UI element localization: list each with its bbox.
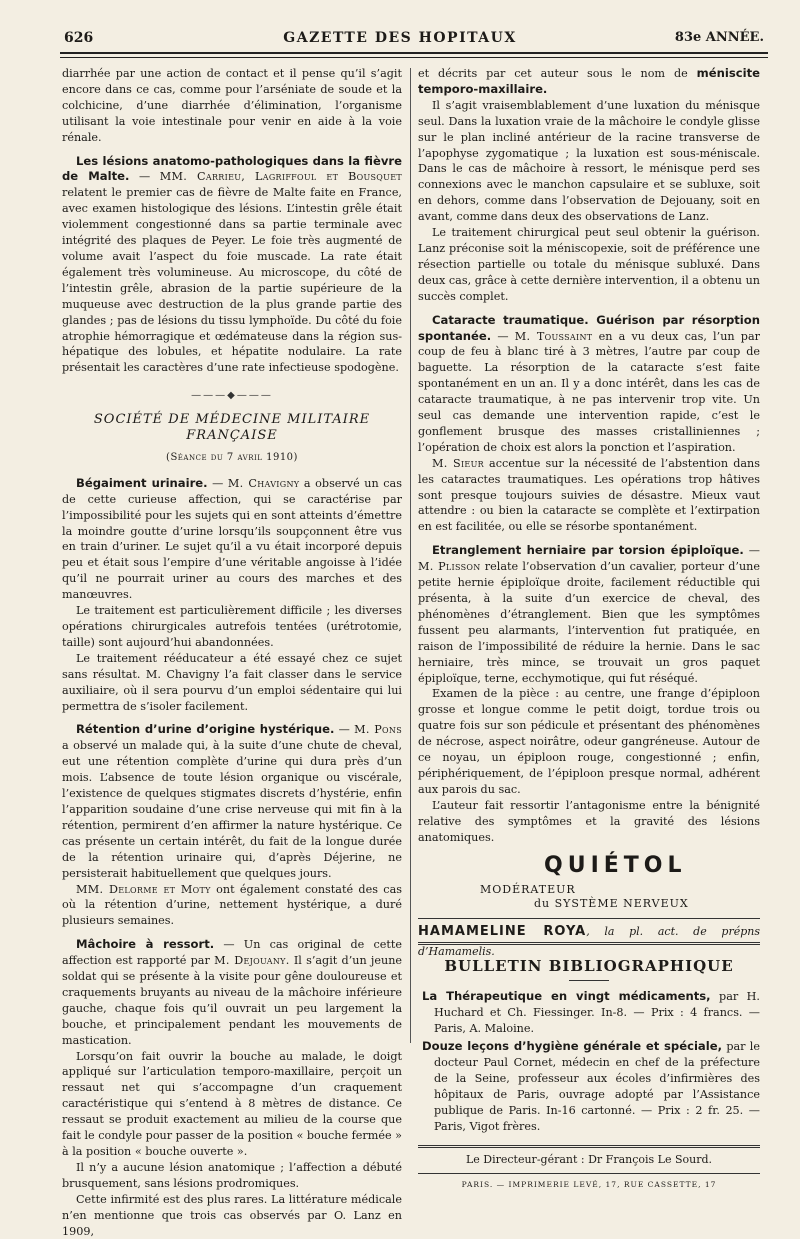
biblio-entry bbox=[418, 1039, 760, 1134]
seance-date bbox=[62, 450, 402, 466]
continuation-paragraph-3: Le traitement chirurgical peut seul obtenir la guérison. Lanz préconise soit la méniscopexie, soit de préférence une résection partielle ou totale du ménisque subluxé. Dans deux cas, grâce à cette dernière intervention, il a obtenu un succès complet. bbox=[418, 226, 760, 303]
etranglement-paragraph-3: L’auteur fait ressortir l’antagonisme entre la bénignité relative des symptômes et la gravité des lésions anatomiques. bbox=[418, 798, 760, 844]
malte-section: Les lésions anatomo-pathologiques dans la fièvre de Malte. — MM. Carrieu, Lagriffoul et Bousquet relatent le premier cas de fièvre de Malte faite en France, avec examen histologique des lésions. L’intestin grêle était violemment congestionné dans sa partie terminale avec intégrité des plaques de Peyer. Le foie très augmenté de volume avait l’aspect du foie muscade. La rate était également très volumineuse. Au microscope, du côté de l’intestin grêle, abrasion de la partie supérieure de la muqueuse avec destruction de la plus grande partie des glandes ; pas de lésions du tissu lymphoïde. Du côté du foie atrophie hémorragique et œdémateuse dans la région sus-hépatique des lobules, et hépatite nodulaire. La rate présentait les caractères d’une rate infectieuse spodogène. bbox=[62, 153, 402, 375]
biblio-entry-title: La Thérapeutique en vingt médicaments, bbox=[422, 989, 711, 1004]
right-column bbox=[418, 66, 760, 1193]
page-number: 626 bbox=[64, 30, 94, 46]
quietol-brand: QUIÉTOL bbox=[544, 852, 687, 878]
printer-line: PARIS. — IMPRIMERIE LEVÉ, 17, RUE CASSETTE, 17 bbox=[418, 1173, 760, 1193]
header-rule-thin bbox=[60, 57, 768, 58]
begaiement-text: a observé un cas de cette curieuse affection, qui se caractérise par l’impossibilité pour les sujets qui en sont atteints d’émettre la moindre goutte d’urine lorsqu’ils soupçonnent être vus en train d’uriner. Le sujet qu’il a vu était incorporé depuis peu et était sous l’empire d’une véritable angoisse à l’idée qu’il ne pourrait uriner au cours des marches et des manœuvres. bbox=[62, 476, 402, 602]
biblio-entry bbox=[418, 989, 760, 1037]
continuation-paragraph bbox=[418, 66, 760, 98]
header-rule-thick bbox=[60, 52, 768, 54]
retention-paragraph-2 bbox=[62, 882, 402, 930]
journal-year: 83e ANNÉE. bbox=[674, 30, 764, 45]
cataracte-p2-text: accentue sur la nécessité de l’abstention dans les cataractes traumatiques. Les opérations trop hâtives sont presque toujours suivies de désastre. Mieux vaut attendre : ou bien la cataracte se complète et l’extirpation en est facilitée, ou elle se résorbe spontanément. bbox=[418, 456, 760, 534]
begaiement-paragraph-3: Le traitement rééducateur a été essayé chez ce sujet sans résultat. M. Chavigny l’a fait classer dans le service auxiliaire, où il sera pourvu d’un emploi sédentaire qui lui permettra de s’isoler facilement. bbox=[62, 651, 402, 713]
etranglement-text: relate l’observation d’un cavalier, porteur d’une petite hernie épiploïque droite, facilement réductible qui présenta, à la suite d’un exercice de cheval, des phénomènes d’étranglement. Bien que les symptômes fussent peu alarmants, l’intervention fut pratiquée, en raison de l’impossibilité de réduire la hernie. Dans le sac herniaire, très mince, se trouvait un gros paquet épiploïque, terne, ecchymotique, qui fut réséqué. bbox=[418, 560, 761, 685]
begaiement-title: Bégaiment urinaire. bbox=[76, 475, 208, 490]
begaiement-author: M. Chavigny bbox=[227, 476, 300, 490]
malte-authors: MM. Carrieu, Lagriffoul et Bousquet bbox=[159, 170, 402, 184]
malte-text: relatent le premier cas de fièvre de Malte faite en France, avec examen histologique des lésions. L’intestin grêle était violemment congestionné dans sa partie terminale avec intégrité des plaques de Peyer. Le foie très augmenté de volume avait l’aspect du foie muscade. La rate était également très volumineuse. Au microscope, du côté de l’intestin grêle, abrasion de la partie supérieure de la muqueuse avec destruction de la plus grande partie des glandes ; pas de lésions du tissu lymphoïde. Du côté du foie atrophie hémorragique et œdémateuse dans la région sus-hépatique des lobules, et hépatite nodulaire. La rate présentait les caractères d’une rate infectieuse spodogène. bbox=[62, 186, 402, 375]
etranglement-section: Etranglement herniaire par torsion épiploïque. — M. Plisson relate l’observation d’un cavalier, porteur d’une petite hernie épiploïque droite, facilement réductible qui présenta, à la suite d’un exercice de cheval, des phénomènes d’étranglement. Bien que les symptômes fussent peu alarmants, l’intervention fut pratiquée, en raison de l’impossibilité de réduire la hernie. Dans le sac herniaire, très mince, se trouvait un gros paquet épiploïque, terne, ecchymotique, qui fut réséqué. bbox=[418, 543, 761, 685]
cataracte-section: Cataracte traumatique. Guérison par résorption spontanée. — M. Toussaint en a vu deux cas, l’un par coup de feu à blanc tiré à 3 mètres, l’autre par coup de baguette. La résorption de la cataracte s’est faite spontanément en un an. Il y a donc intérêt, dans les cas de cataracte traumatique, à ne pas intervenir trop vite. Un seul cas demande une intervention rapide, c’est le gonflement brusque des masses cristalliniennes ; l’opération de choix est alors la ponction et l’aspiration. bbox=[418, 312, 760, 454]
journal-title: GAZETTE DES HOPITAUX bbox=[283, 30, 517, 46]
cataracte-author: M. Toussaint bbox=[514, 329, 593, 343]
etranglement-paragraph-2: Examen de la pièce : au centre, une frange d’épiploon grosse et longue comme le petit doigt, tordue trois ou quatre fois sur son pédicule et présentant des phénomènes de nécrose, aspect noirâtre, odeur gangréneuse. Autour de ce noyau, un épiploon rouge, congestionné ; enfin, périphériquement, de l’épiploon presque normal, adhérent aux parois du sac. bbox=[418, 687, 760, 796]
biblio-entry-details: par H. Huchard et Ch. Fiessinger. In-8. — Prix : 4 francs. — Paris, A. Maloine. bbox=[434, 990, 760, 1036]
intro-paragraph: diarrhée par une action de contact et il pense qu’il s’agit encore dans ce cas, comme pour l’arséniate de soude et la colchicine, d’une diarrhée d’élimination, l’organisme utilisant la voie intestinale pour venir en aide à la voie rénale. bbox=[62, 67, 402, 144]
retention-title: Rétention d’urine d’origine hystérique. bbox=[76, 722, 335, 737]
cataracte-paragraph-2 bbox=[418, 456, 760, 536]
seance-text: (Séance du 7 avril 1910) bbox=[166, 451, 298, 463]
etranglement-author: M. Plisson bbox=[418, 560, 481, 574]
biblio-entry-details: par le docteur Paul Cornet, médecin en chef de la préfecture de la Seine, professeur aux écoles d’infirmières des hôpitaux de Paris, ouvrage adopté par l’Assistance publique de Paris. In-16 cartonné. — Prix : 2 fr. 25. — Paris, Vigot frères. bbox=[434, 1040, 760, 1133]
retention-section: Rétention d’urine d’origine hystérique. — M. Pons a observé un malade qui, à la suite d’une chute de cheval, eut une rétention complète d’urine qui dura près d’un mois. L’absence de toute lésion organique ou viscérale, l’existence de quelques stigmates discrets d’hystérie, enfin l’apparition soudaine d’une crise nerveuse qui mit fin à la rétention, permirent d’en affirmer la nature hystérique. Ce cas présente un certain intérêt, du fait de la longue durée de la rétention urinaire qui, d’après Déjerine, ne persisterait habituellement que quelques jours. bbox=[62, 722, 402, 880]
continuation-paragraph-2: Il s’agit vraisemblablement d’une luxation du ménisque seul. Dans la luxation vraie de la mâchoire le condyle glisse sur le plan incliné antérieur de la racine transverse de l’apophyse zygomatique ; la luxation est sous-méniscale. Dans le cas de mâchoire à ressort, le ménisque perd ses connexions avec le manchon capsulaire et se subluxe, soit en dehors, comme dans l’observation de Dejouany, soit en avant, comme dans deux des observations de Lanz. bbox=[418, 98, 760, 224]
machoire-title: Mâchoire à ressort. bbox=[76, 937, 215, 952]
machoire-paragraph-4: Cette infirmité est des plus rares. La littérature médicale n’en mentionne que trois cas observés par O. Lanz en 1909, bbox=[62, 1192, 402, 1238]
malte-title: Les lésions anatomo-pathologiques dans la fièvre de Malte. bbox=[62, 153, 402, 184]
retention-text: a observé un malade qui, à la suite d’une chute de cheval, eut une rétention complète d’urine qui dura près d’un mois. L’absence de toute lésion organique ou viscérale, l’existence de quelques stigmates discrets d’hystérie, enfin l’apparition soudaine d’une crise nerveuse qui mit fin à la rétention, permirent d’en affirmer la nature hystérique. Ce cas présente un certain intérêt, du fait de la longue durée de la rétention urinaire qui, d’après Déjerine, ne persisterait habituellement que quelques jours. bbox=[62, 739, 402, 880]
continuation-term: méniscite temporo-maxillaire. bbox=[418, 66, 760, 96]
machoire-section: Mâchoire à ressort. — Un cas original de cette affection est rapporté par M. Dejouany. Il s’agit d’un jeune soldat qui se présente à la visite pour gêne douloureuse et craquements bruyants au niveau de la mâchoire inférieure gauche, chaque fois qu’il ouvrait un peu largement la bouche, et principalement pendant les mouvements de mastication. bbox=[62, 937, 403, 1047]
cataracte-title: Cataracte traumatique. Guérison par résorption spontanée. bbox=[418, 312, 760, 343]
retention-p2-authors: MM. Delorme et Moty bbox=[76, 882, 211, 896]
quietol-systeme: du SYSTÈME NERVEUX bbox=[534, 896, 689, 910]
etranglement-title: Etranglement herniaire par torsion épiploïque. bbox=[432, 543, 744, 558]
hamameline-text: , la pl. act. de prépns d’Hamamelis. bbox=[418, 924, 760, 958]
column-divider bbox=[410, 68, 411, 1043]
footer-rule bbox=[418, 1145, 760, 1148]
cataracte-text: en a vu deux cas, l’un par coup de feu à blanc tiré à 3 mètres, l’autre par coup de baguette. La résorption de la cataracte s’est faite spontanément en un an. Il y a donc intérêt, dans les cas de cataracte traumatique, à ne pas intervenir trop vite. Un seul cas demande une intervention rapide, c’est le gonflement brusque des masses cristalliniennes ; l’opération de choix est alors la ponction et l’aspiration. bbox=[418, 329, 760, 454]
ornament-divider: ———◆——— bbox=[191, 390, 273, 402]
retention-p2-text: ont également constaté des cas où la rétention d’urine, nettement hystérique, a duré plusieurs semaines. bbox=[62, 882, 402, 928]
hamameline-advertisement bbox=[418, 922, 760, 958]
machoire-author: M. Dejouany. bbox=[214, 954, 290, 968]
biblio-entry-title: Douze leçons d’hygiène générale et spéciale, bbox=[422, 1039, 722, 1054]
begaiement-section: Bégaiment urinaire. — M. Chavigny a observé un cas de cette curieuse affection, qui se caractérise par l’impossibilité pour les sujets qui en sont atteints d’émettre la moindre goutte d’urine lorsqu’ils soupçonnent être vus en train d’uriner. Le sujet qu’il a vu était incorporé depuis peu et était sous l’empire d’une véritable angoisse à l’idée qu’il ne pourrait uriner au cours des marches et des manœuvres. bbox=[62, 475, 402, 602]
machoire-text-a: Un cas original de cette affection est rapporté par bbox=[62, 938, 402, 968]
cataracte-p2-author: M. Sieur bbox=[432, 456, 484, 470]
bulletin-rule bbox=[569, 980, 609, 981]
quietol-moderateur: MODÉRATEUR bbox=[480, 882, 576, 896]
quietol-advertisement bbox=[418, 852, 760, 919]
director-line: Le Directeur-gérant : Dr François Le Sourd. bbox=[465, 1152, 713, 1166]
continuation-text: et décrits par cet auteur sous le nom de bbox=[418, 67, 688, 80]
hamameline-brand: HAMAMELINE ROYA bbox=[418, 923, 587, 939]
machoire-paragraph-2: Lorsqu’on fait ouvrir la bouche au malade, le doigt appliqué sur l’articulation temporo-maxillaire, perçoit un ressaut net qui s’accompagne d’un craquement caractéristique qui s’entend à 8 mètres de distance. Ce ressaut se produit exactement au milieu de la course que fait le condyle pour passer de la position « bouche fermée » à la position « bouche ouverte ». bbox=[62, 1049, 402, 1158]
society-title: SOCIÉTÉ DE MÉDECINE MILITAIRE FRANÇAISE bbox=[93, 412, 371, 444]
begaiement-paragraph-2: Le traitement est particulièrement difficile ; les diverses opérations chirurgicales autrefois tentées (urétrotomie, taille) sont aujourd’hui abandonnées. bbox=[62, 604, 402, 649]
bulletin-title: BULLETIN BIBLIOGRAPHIQUE bbox=[444, 956, 734, 975]
retention-author: M. Pons bbox=[354, 723, 402, 737]
left-column bbox=[62, 66, 402, 1239]
machoire-text-b: Il s’agit d’un jeune soldat qui se présente à la visite pour gêne douloureuse et craquements bruyants au niveau de la mâchoire inférieure gauche, chaque fois qu’il ouvrait un peu largement la bouche, et principalement pendant les mouvements de mastication. bbox=[62, 954, 403, 1047]
machoire-paragraph-3: Il n’y a aucune lésion anatomique ; l’affection a débuté brusquement, sans lésions prodromiques. bbox=[62, 1160, 402, 1190]
